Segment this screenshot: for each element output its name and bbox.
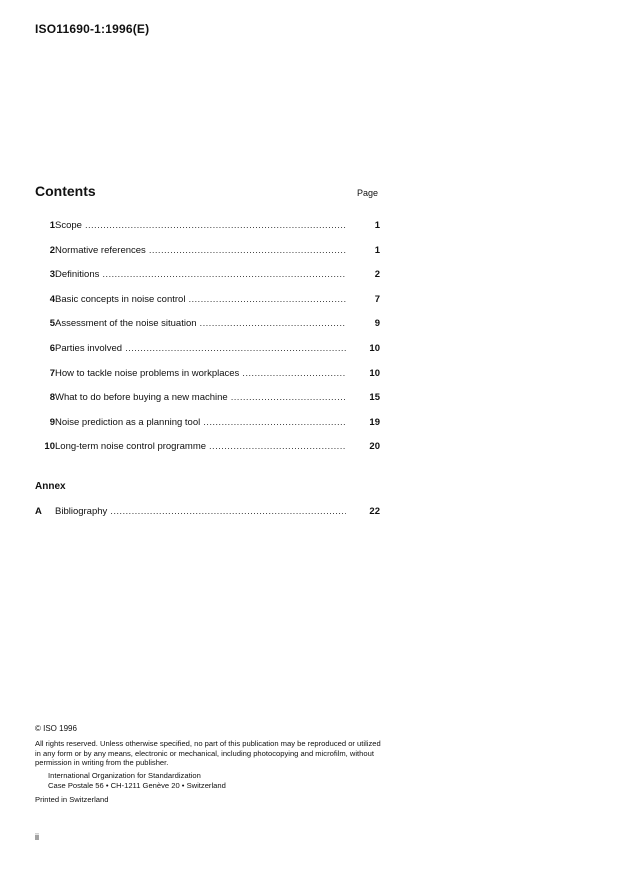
toc-entry-number: 3 [49, 269, 55, 281]
contents-heading: Contents [35, 183, 96, 199]
toc-entry-number: 5 [49, 318, 55, 330]
toc-entry-number: 4 [49, 293, 55, 305]
toc-entry-label: Noise prediction as a planning tool [55, 417, 203, 428]
publisher-address [48, 771, 226, 791]
toc-entry[interactable] [35, 368, 380, 393]
toc-entry-page: 1 [374, 220, 380, 231]
rights-statement: All rights reserved. Unless otherwise specified, no part of this publication may be reproduced or utilized in any form or by any means, electronic or mechanical, including photocopying and microfilm, without permission in writing from the publisher. [35, 739, 381, 768]
toc-entry-page: 10 [369, 342, 380, 354]
annex-entry-letter: A [35, 506, 42, 517]
toc-entry-label: Definitions [55, 269, 102, 280]
toc-entry-page: 2 [374, 269, 380, 281]
toc-entry[interactable] [35, 343, 380, 368]
table-of-contents [35, 220, 380, 466]
printed-in: Printed in Switzerland [35, 795, 109, 804]
toc-entry-label: Scope [55, 220, 85, 231]
toc-entry-number: 10 [44, 441, 55, 453]
annex-entry-label: Bibliography [55, 506, 110, 517]
toc-entry-label: Long-term noise control programme [55, 441, 209, 452]
toc-entry-number: 2 [49, 244, 55, 256]
toc-entry-label: How to tackle noise problems in workplaces [55, 368, 242, 379]
toc-entry[interactable] [35, 318, 380, 343]
toc-entry-label: Basic concepts in noise control [55, 294, 188, 305]
toc-entry-label: Assessment of the noise situation [55, 318, 200, 329]
organization-name: International Organization for Standardization [48, 771, 201, 780]
toc-entry-number: 6 [49, 342, 55, 354]
document-id: ISO11690-1:1996(E) [35, 22, 150, 36]
toc-entry[interactable] [35, 294, 380, 319]
organization-address: Case Postale 56 • CH-1211 Genève 20 • Switzerland [48, 781, 226, 791]
toc-entry[interactable] [35, 392, 380, 417]
annex-heading: Annex [35, 481, 66, 492]
annex-entry[interactable] [35, 506, 380, 522]
copyright-notice: © ISO 1996 [35, 724, 77, 733]
page-column-label: Page [357, 188, 379, 198]
toc-entry-label: Normative references [55, 245, 149, 256]
toc-entry-number: 9 [49, 416, 55, 428]
toc-entry-page: 19 [369, 416, 380, 428]
toc-entry-number: 8 [49, 392, 55, 404]
toc-entry-page: 10 [369, 367, 380, 379]
toc-entry-number: 7 [49, 367, 55, 379]
annex-entry-page: 22 [369, 506, 380, 517]
toc-entry[interactable] [35, 441, 380, 466]
toc-entry-page: 20 [369, 441, 380, 453]
toc-entry[interactable] [35, 269, 380, 294]
toc-entry[interactable] [35, 417, 380, 442]
toc-entry-label: Parties involved [55, 343, 125, 354]
toc-entry-page: 7 [374, 293, 380, 305]
toc-entry-page: 9 [374, 318, 380, 330]
toc-entry-page: 15 [369, 392, 380, 404]
page-number: ii [35, 832, 39, 842]
toc-entry[interactable] [35, 245, 380, 270]
toc-entry-label: What to do before buying a new machine [55, 392, 231, 403]
toc-entry[interactable] [35, 220, 380, 245]
toc-entry-page: 1 [374, 244, 380, 256]
toc-entry-number: 1 [49, 220, 55, 231]
